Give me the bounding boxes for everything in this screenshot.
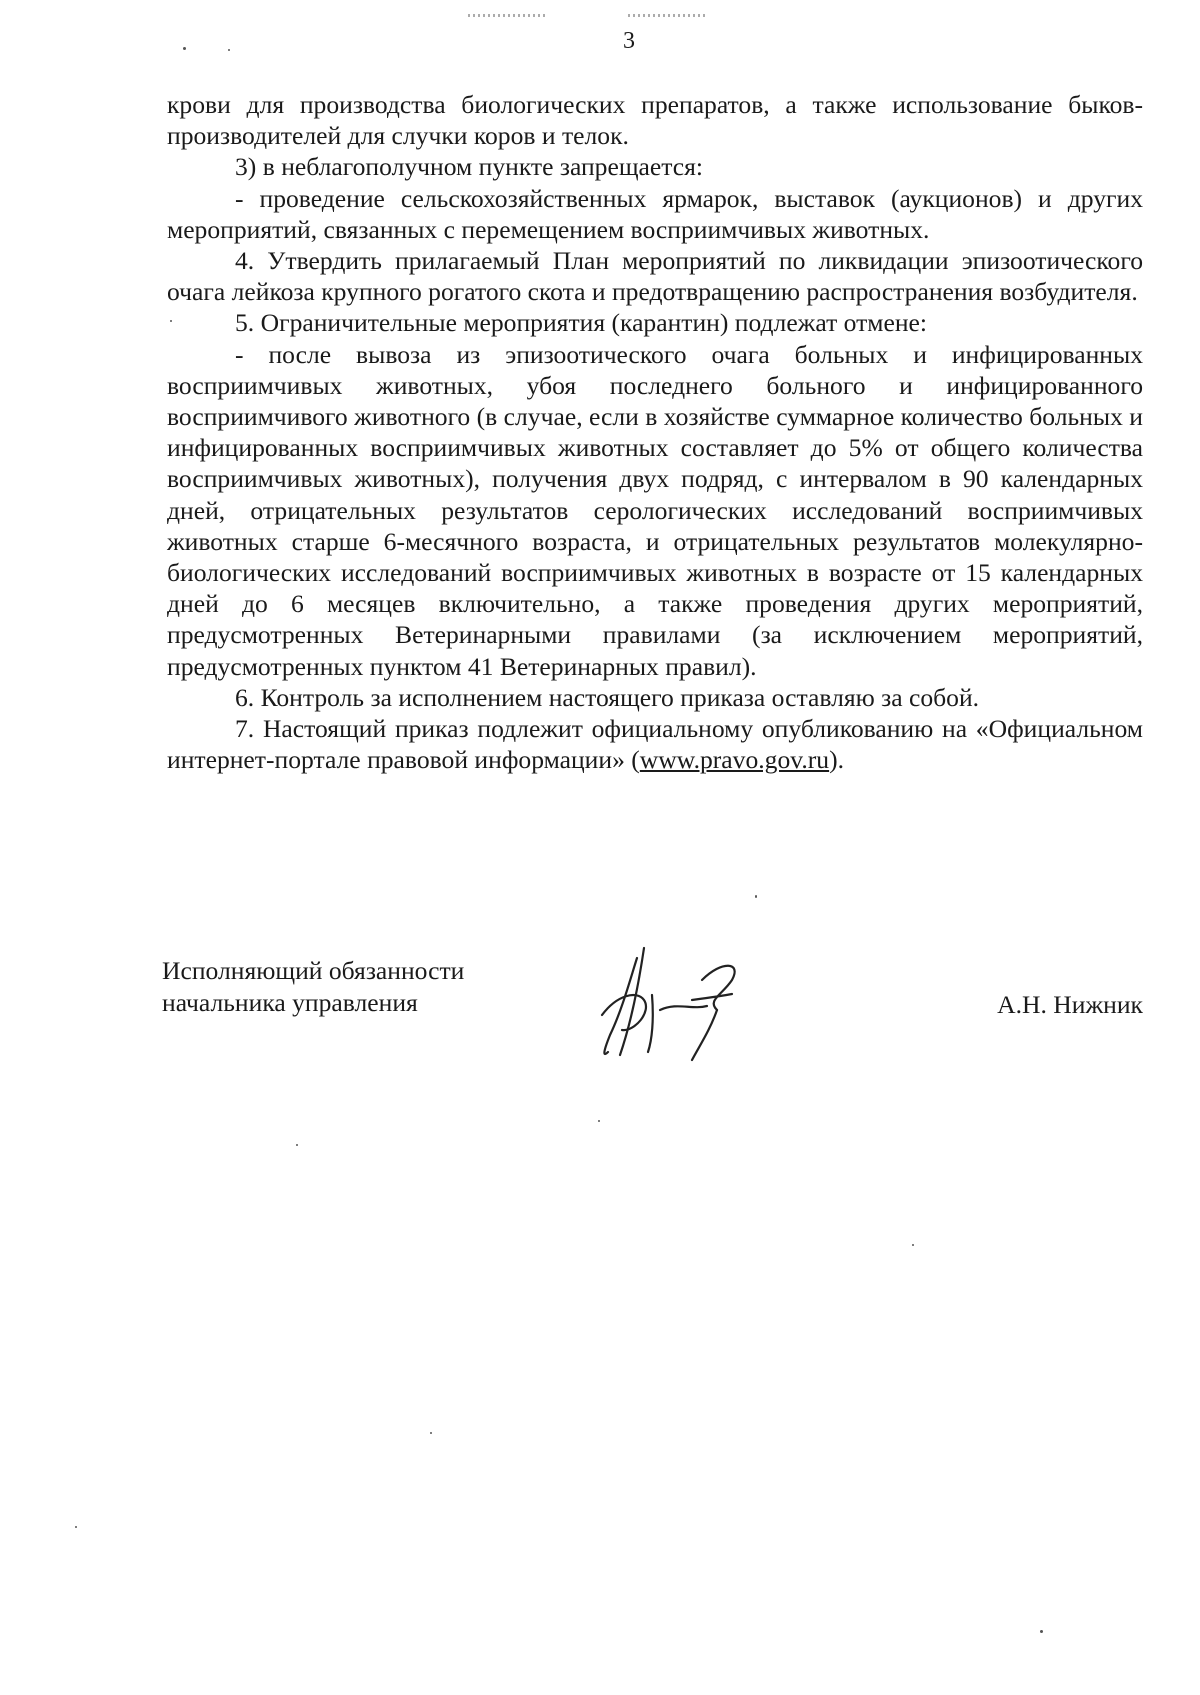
scan-speck xyxy=(296,1144,298,1146)
handwritten-signature xyxy=(582,940,762,1070)
paragraph: крови для производства биологических препаратов, а также использование быков-производителей для случки коров и телок. xyxy=(167,90,1143,151)
scan-speck xyxy=(755,895,757,898)
scan-speck xyxy=(228,49,230,51)
signatory-position-line: начальника управления xyxy=(162,987,418,1017)
scan-speck xyxy=(75,1526,77,1528)
scan-speck xyxy=(1040,1630,1043,1633)
paragraph: 4. Утвердить прилагаемый План мероприятий по ликвидации эпизоотического очага лейкоза крупного рогатого скота и предотвращению распространения возбудителя. xyxy=(167,246,1143,307)
paragraph: 3) в неблагополучном пункте запрещается: xyxy=(235,152,704,182)
paragraph-text: ). xyxy=(829,745,845,775)
document-body xyxy=(167,89,1143,775)
signature-block xyxy=(162,955,1143,1065)
scan-speck xyxy=(170,320,172,322)
paragraph-text: 7. Настоящий приказ подлежит официальному опубликованию на «Официальном интернет-портале правовой информации» ( xyxy=(167,714,1143,775)
signatory-position xyxy=(162,955,464,1018)
scan-noise xyxy=(468,14,548,17)
scan-speck xyxy=(912,1244,914,1246)
scan-speck xyxy=(430,1432,432,1434)
paragraph: - после вывоза из эпизоотического очага больных и инфицированных восприимчивых животных, убоя последнего больного и инфицированного восприимчивого животного (в случае, если в хозяйстве суммарное количество больных и инфицированных восприимчивых животных составляет до 5% от общего количества восприимчивых животных), получения двух подряд, с интервалом в 90 календарных дней, отрицательных результатов серологических исследований восприимчивых животных старше 6-месячного возраста, и отрицательных результатов молекулярно-биологических исследований восприимчивых животных в возрасте от 15 календарных дней до 6 месяцев включительно, а также проведения других мероприятий, предусмотренных Ветеринарными правилами (за исключением мероприятий, предусмотренных пунктом 41 Ветеринарных правил). xyxy=(167,339,1143,681)
page-number: 3 xyxy=(623,28,635,54)
scan-noise xyxy=(628,14,706,17)
paragraph: 6. Контроль за исполнением настоящего приказа оставляю за собой. xyxy=(235,682,980,712)
signatory-name: А.Н. Нижник xyxy=(997,990,1143,1019)
signatory-position-line: Исполняющий обязанности xyxy=(162,956,465,985)
paragraph xyxy=(167,713,1143,775)
pravo-link[interactable]: www.pravo.gov.ru xyxy=(639,745,830,775)
scan-speck xyxy=(598,1120,600,1122)
paragraph: - проведение сельскохозяйственных ярмарок, выставок (аукционов) и других мероприятий, связанных с перемещением восприимчивых животных. xyxy=(167,183,1143,244)
paragraph: 5. Ограничительные мероприятия (карантин) подлежат отмене: xyxy=(235,308,928,338)
scan-speck xyxy=(183,47,186,50)
